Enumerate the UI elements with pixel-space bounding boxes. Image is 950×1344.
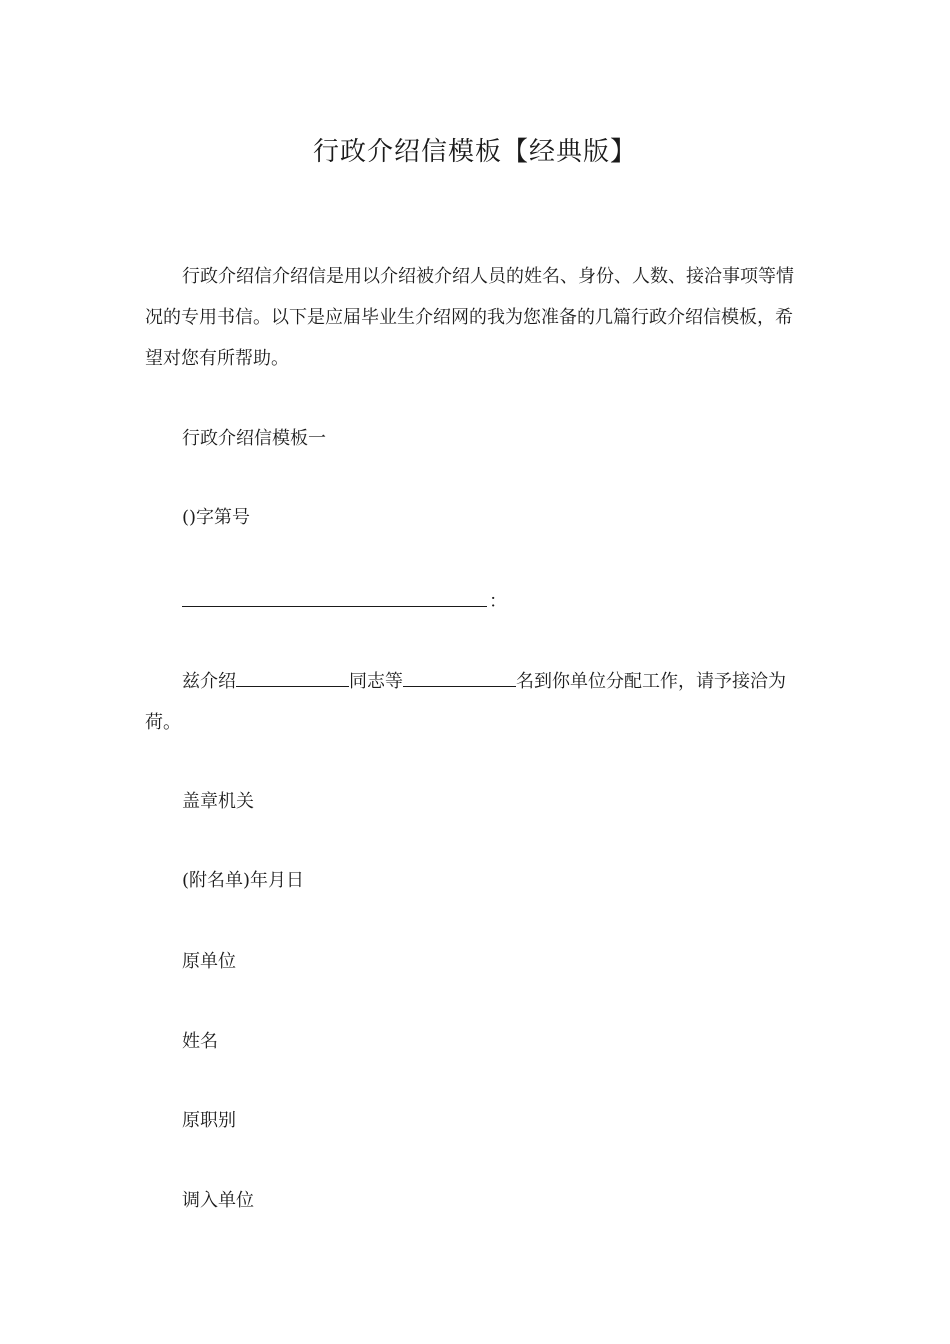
date-line: (附名单)年月日 (182, 870, 305, 891)
body-part3: 名到你单位分配工作，请予接洽为荷。 (145, 671, 786, 733)
seal-authority: 盖章机关 (182, 791, 254, 812)
template-heading: 行政介绍信模板一 (182, 428, 326, 449)
person-count-blank (403, 660, 516, 687)
intro-paragraph: 行政介绍信介绍信是用以介绍被介绍人员的姓名、身份、人数、接洽事项等情况的专用书信。以下是应届毕业生介绍网的我为您准备的几篇行政介绍信模板，希望对您有所帮助。 (145, 266, 794, 369)
field-transfer-unit: 调入单位 (182, 1190, 254, 1211)
body-paragraph (145, 660, 805, 743)
field-name: 姓名 (182, 1031, 218, 1052)
reference-number: ()字第号 (182, 507, 251, 528)
body-part1: 兹介绍 (182, 671, 236, 692)
person-name-blank (236, 660, 349, 687)
field-original-post: 原职别 (182, 1110, 236, 1131)
addressee-line (182, 580, 507, 622)
addressee-blank (182, 580, 487, 607)
addressee-colon: ： (489, 591, 507, 612)
body-part2: 同志等 (349, 671, 403, 692)
document-title: 行政介绍信模板【经典版】 (312, 137, 637, 167)
field-original-unit: 原单位 (182, 951, 236, 972)
